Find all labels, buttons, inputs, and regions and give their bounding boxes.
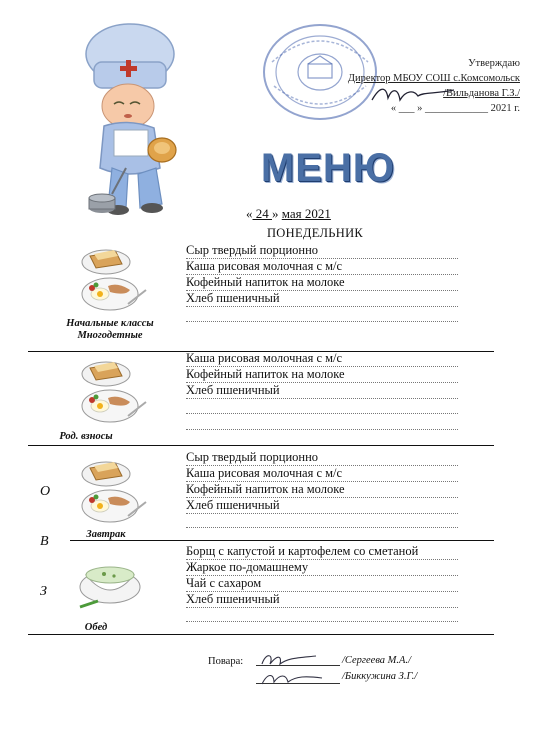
side-letter-3: З	[40, 584, 47, 599]
section-2-blank-line	[186, 412, 458, 414]
approval-date: « ___ » ____________ 2021 г.	[390, 103, 520, 114]
section-1-item-4: Хлеб пшеничный	[186, 291, 458, 307]
section-2-label: Род. взносы	[59, 431, 113, 442]
date-month: мая	[281, 206, 305, 221]
section-4-item-2: Жаркое по-домашнему	[186, 560, 458, 576]
director-signature	[368, 82, 458, 106]
section-3-blank-line	[186, 526, 458, 528]
section-3-label: Завтрак	[86, 529, 126, 540]
section-4-item-3: Чай с сахаром	[186, 576, 458, 592]
cook-name-1: /Сергеева М.А./	[342, 655, 412, 666]
section-3-item-1: Сыр твердый порционно	[186, 450, 458, 466]
breakfast-plate-icon	[76, 244, 148, 314]
section-3-item-2: Каша рисовая молочная с м/с	[186, 466, 458, 482]
section-4-blank-line	[186, 620, 458, 622]
section-1-item-3: Кофейный напиток на молоке	[186, 275, 458, 291]
section-4-item-1: Борщ с капустой и картофелем со сметаной	[186, 544, 458, 560]
section-3-item-3: Кофейный напиток на молоке	[186, 482, 458, 498]
section-2-item-1: Каша рисовая молочная с м/с	[186, 351, 458, 367]
approval-title: Утверждаю	[468, 58, 520, 69]
cook-name-2: /Биккужина З.Г./	[342, 671, 418, 682]
page-title: МЕНЮ	[260, 146, 396, 190]
section-1-item-2: Каша рисовая молочная с м/с	[186, 259, 458, 275]
approval-name: /Вильданова Г.З./	[443, 88, 520, 99]
section-1-blank-line	[186, 320, 458, 322]
date-year: 2021	[304, 206, 331, 221]
section-1-label-line1: Начальные классы	[66, 318, 154, 329]
date-close: »	[272, 206, 279, 221]
cooks-label: Повара:	[208, 656, 244, 667]
date-day: 24	[252, 206, 272, 221]
side-letter-2: В	[40, 534, 49, 549]
section-separator	[28, 634, 494, 635]
approval-position: Директор МБОУ СОШ с.Комсомольск	[347, 73, 520, 84]
weekday: ПОНЕДЕЛЬНИК	[266, 226, 364, 240]
chef-illustration	[68, 18, 198, 223]
section-1-item-1: Сыр твердый порционно	[186, 243, 458, 259]
section-separator	[28, 445, 494, 446]
section-2-item-2: Кофейный напиток на молоке	[186, 367, 458, 383]
breakfast-plate-icon	[76, 356, 148, 426]
section-2-blank-line	[186, 428, 458, 430]
side-letter-1: О	[40, 484, 51, 499]
section-1-label-line2: Многодетные	[77, 330, 143, 341]
breakfast-plate-icon	[76, 456, 148, 526]
section-4-label: Обед	[84, 622, 108, 633]
section-3-item-4: Хлеб пшеничный	[186, 498, 458, 514]
section-separator	[70, 540, 494, 541]
section-2-item-3: Хлеб пшеничный	[186, 383, 458, 399]
soup-bowl-icon	[76, 553, 148, 609]
date-open: «	[246, 206, 253, 221]
cook-signatures	[256, 650, 326, 690]
section-4-item-4: Хлеб пшеничный	[186, 592, 458, 608]
menu-date	[246, 206, 416, 222]
